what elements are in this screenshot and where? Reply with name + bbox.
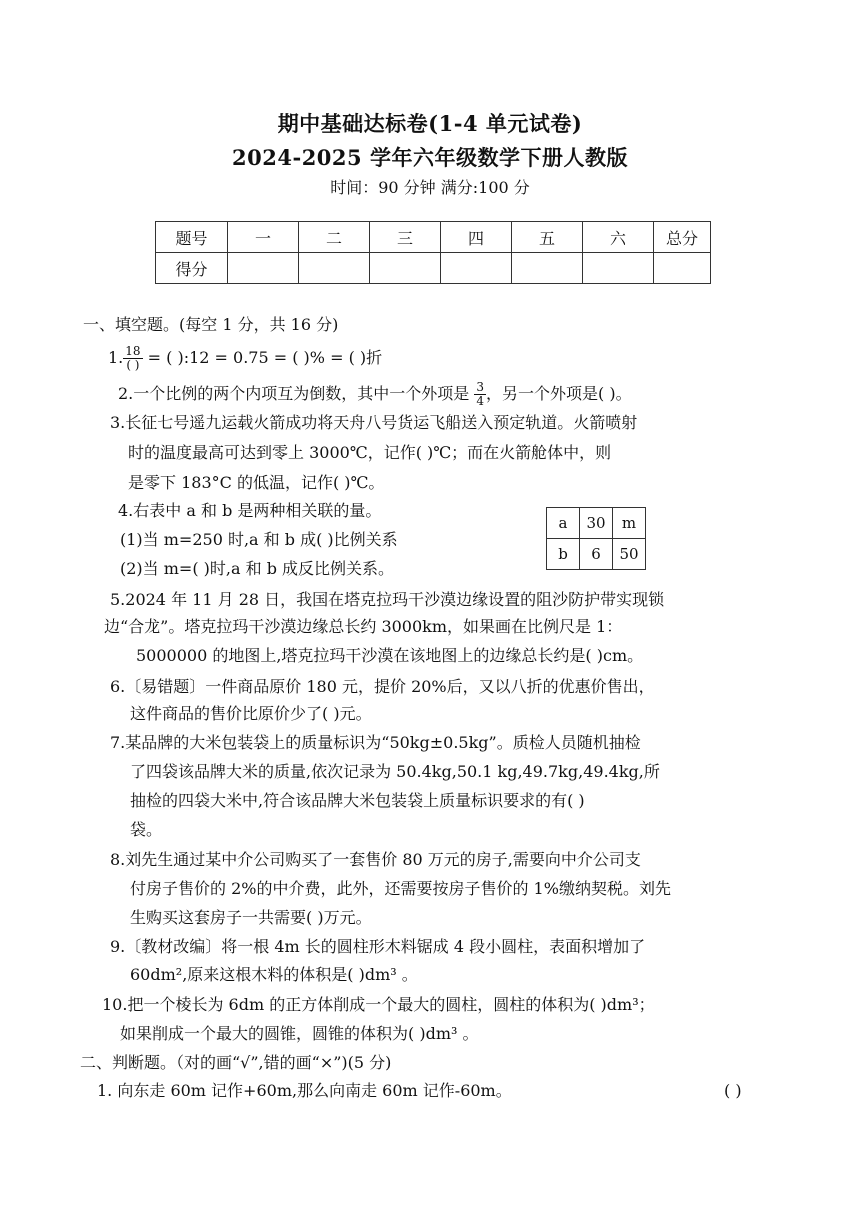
question-4-line-1: 4.右表中 a 和 b 是两种相关联的量。 <box>118 501 382 520</box>
question-9-line-1: 9.〔教材改编〕将一根 4m 长的圆柱形木料锯成 4 段小圆柱，表面积增加了 <box>110 937 646 956</box>
score-header-cell: 六 <box>583 222 654 253</box>
question-2-fraction <box>474 381 486 408</box>
question-3-line-2: 时的温度最高可达到零上 3000℃，记作( )℃；而在火箭舱体中，则 <box>128 443 612 462</box>
title-line-2: 2024-2025 学年六年级数学下册人教版 <box>232 145 628 170</box>
exam-time-info: 时间：90 分钟 满分:100 分 <box>330 178 530 197</box>
score-header-cell: 三 <box>370 222 441 253</box>
ab-cell: 6 <box>580 539 613 570</box>
question-7-line-4: 袋。 <box>130 820 163 839</box>
score-header-cell: 五 <box>512 222 583 253</box>
question-1 <box>108 345 382 372</box>
question-9-line-2: 60dm²,原来这根木料的体积是( )dm³ 。 <box>130 965 418 984</box>
question-5-line-1: 5.2024 年 11 月 28 日，我国在塔克拉玛干沙漠边缘设置的阻沙防护带实现锁 <box>110 590 665 609</box>
fraction-denominator: 4 <box>476 394 485 408</box>
score-row-label: 得分 <box>156 253 228 284</box>
ab-table-row <box>547 508 646 539</box>
section-2-heading: 二、判断题。（对的画“√”,错的画“×”)(5 分) <box>80 1053 392 1072</box>
score-table <box>155 221 711 284</box>
question-2-text: 2.一个比例的两个内项互为倒数，其中一个外项是 <box>118 384 470 403</box>
ab-relation-table <box>546 507 646 570</box>
question-1-number: 1. <box>108 348 124 367</box>
ab-table-row <box>547 539 646 570</box>
question-2 <box>118 381 632 408</box>
question-4-part-2: (2)当 m=( )时,a 和 b 成反比例关系。 <box>120 559 395 578</box>
score-header-cell: 总分 <box>654 222 711 253</box>
question-7-line-2: 了四袋该品牌大米的质量,依次记录为 50.4kg,50.1 kg,49.7kg,49.4kg,所 <box>130 762 660 781</box>
question-2-text-after: ，另一个外项是( )。 <box>486 384 632 403</box>
question-5-line-3: 5000000 的地图上,塔克拉玛干沙漠在该地图上的边缘总长约是( )cm。 <box>136 646 644 665</box>
question-8-line-1: 8.刘先生通过某中介公司购买了一套售价 80 万元的房子,需要向中介公司支 <box>110 850 641 869</box>
question-10-line-2: 如果削成一个最大的圆锥，圆锥的体积为( )dm³ 。 <box>120 1024 479 1043</box>
question-7-line-1: 7.某品牌的大米包装袋上的质量标识为“50kg±0.5kg”。质检人员随机抽检 <box>110 733 641 752</box>
ab-cell: m <box>613 508 646 539</box>
score-header-cell: 二 <box>299 222 370 253</box>
judge-answer-box[interactable]: ( ) <box>724 1081 742 1100</box>
ab-cell: 30 <box>580 508 613 539</box>
question-3-line-3: 是零下 183°C 的低温，记作( )℃。 <box>128 473 385 492</box>
ab-cell: 50 <box>613 539 646 570</box>
score-input-cell[interactable] <box>654 253 711 284</box>
ab-cell: a <box>547 508 580 539</box>
score-header-cell: 四 <box>441 222 512 253</box>
score-input-cell[interactable] <box>441 253 512 284</box>
section-1-heading: 一、填空题。(每空 1 分，共 16 分) <box>83 315 339 334</box>
score-input-cell[interactable] <box>512 253 583 284</box>
question-10-line-1: 10.把一个棱长为 6dm 的正方体削成一个最大的圆柱，圆柱的体积为( )dm³； <box>102 995 655 1014</box>
score-input-cell[interactable] <box>299 253 370 284</box>
title-line-1: 期中基础达标卷(1-4 单元试卷) <box>277 111 583 136</box>
judge-question-1: 1. 向东走 60m 记作+60m,那么向南走 60m 记作-60m。 <box>97 1081 512 1100</box>
question-8-line-3: 生购买这套房子一共需要( )万元。 <box>130 908 372 927</box>
score-header-cell: 一 <box>228 222 299 253</box>
question-1-fraction <box>123 345 142 372</box>
score-input-cell[interactable] <box>583 253 654 284</box>
score-table-header-row <box>156 222 711 253</box>
fraction-denominator: ( ) <box>126 358 140 372</box>
score-input-cell[interactable] <box>228 253 299 284</box>
ab-cell: b <box>547 539 580 570</box>
score-input-cell[interactable] <box>370 253 441 284</box>
score-header-cell: 题号 <box>156 222 228 253</box>
question-6-line-2: 这件商品的售价比原价少了( )元。 <box>130 704 372 723</box>
question-8-line-2: 付房子售价的 2%的中介费，此外，还需要按房子售价的 1%缴纳契税。刘先 <box>130 879 671 898</box>
fraction-numerator: 3 <box>476 380 485 394</box>
question-1-rest: = ( ):12 = 0.75 = ( )% = ( )折 <box>142 348 383 367</box>
question-5-line-2: 边“合龙”。塔克拉玛干沙漠边缘总长约 3000km，如果画在比例尺是 1： <box>104 617 623 636</box>
question-3-line-1: 3.长征七号遥九运载火箭成功将天舟八号货运飞船送入预定轨道。火箭喷射 <box>110 413 638 432</box>
question-4-part-1: (1)当 m=250 时,a 和 b 成( )比例关系 <box>120 530 398 549</box>
question-7-line-3: 抽检的四袋大米中,符合该品牌大米包装袋上质量标识要求的有( ) <box>130 791 585 810</box>
score-table-score-row <box>156 253 711 284</box>
fraction-numerator: 18 <box>125 344 141 358</box>
question-6-line-1: 6.〔易错题〕一件商品原价 180 元，提价 20%后，又以八折的优惠价售出， <box>110 677 655 696</box>
